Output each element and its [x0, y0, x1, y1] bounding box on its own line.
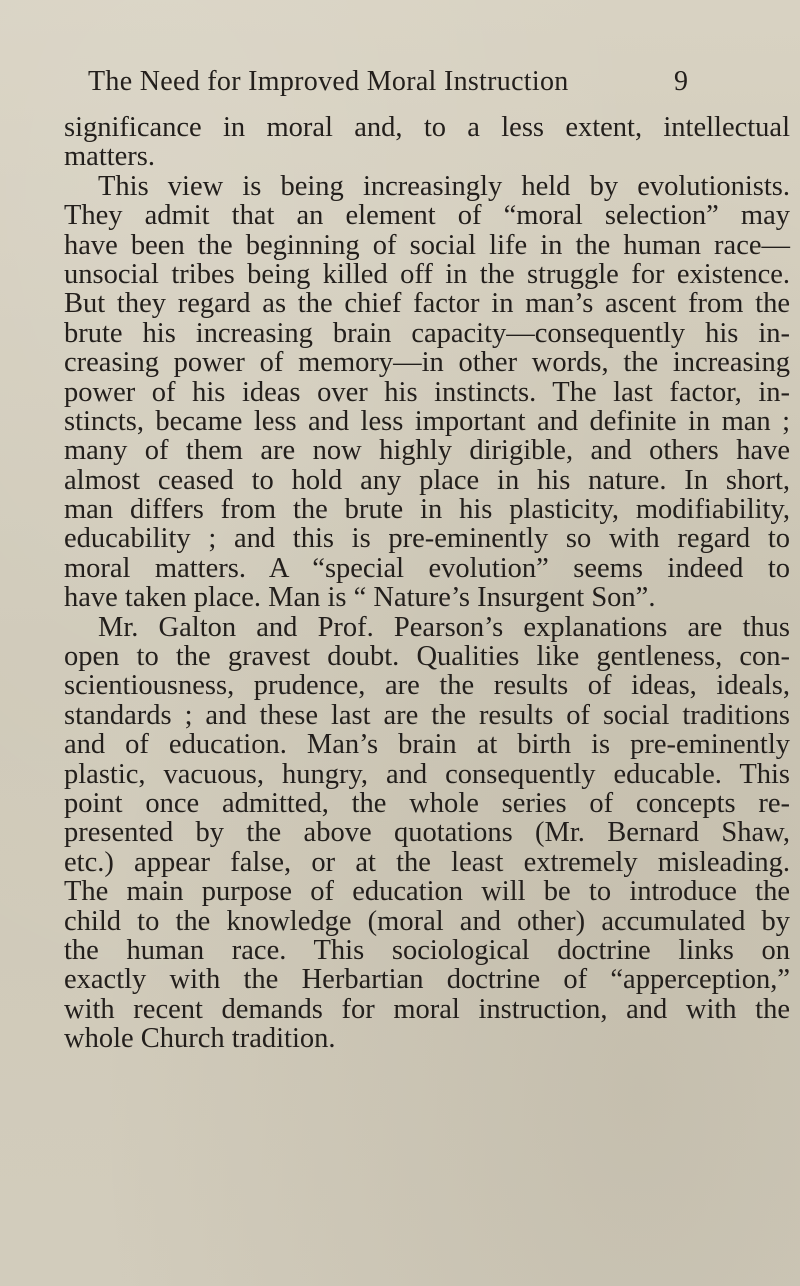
text-line: have been the beginning of social life in the human race—: [64, 229, 790, 261]
body-text: [64, 113, 790, 1054]
text-line: the human race. This sociological doctrine links on: [64, 934, 790, 966]
text-line: open to the gravest doubt. Qualities like gentleness, con-: [64, 641, 790, 673]
text-line: They admit that an element of “moral selection” may: [64, 200, 790, 232]
text-line: with recent demands for moral instruction, and with the: [64, 993, 790, 1025]
text-line: brute his increasing brain capacity—consequently his in-: [64, 317, 790, 349]
running-head: [88, 66, 688, 106]
text-line: creasing power of memory—in other words, the increasing: [64, 347, 790, 379]
text-line: moral matters. A “special evolution” seems indeed to: [64, 552, 790, 584]
text-line: point once admitted, the whole series of concepts re-: [64, 787, 790, 819]
text-line: whole Church tradition.: [64, 1023, 336, 1055]
text-line: stincts, became less and less important and definite in man ;: [64, 405, 790, 437]
text-line: child to the knowledge (moral and other) accumulated by: [64, 905, 790, 937]
text-line: etc.) appear false, or at the least extremely misleading.: [64, 846, 790, 878]
text-line: But they regard as the chief factor in man’s ascent from the: [64, 288, 790, 320]
text-line: plastic, vacuous, hungry, and consequently educable. This: [64, 758, 790, 790]
text-line: man differs from the brute in his plasticity, modifiability,: [64, 494, 790, 526]
text-line: Mr. Galton and Prof. Pearson’s explanations are thus: [98, 611, 790, 643]
text-line: and of education. Man’s brain at birth is pre-eminently: [64, 729, 790, 761]
text-line: matters.: [64, 141, 156, 173]
text-line: scientiousness, prudence, are the results of ideas, ideals,: [64, 670, 790, 702]
running-title: The Need for Improved Moral Instruction: [88, 66, 569, 97]
text-line: unsocial tribes being killed off in the struggle for existence.: [64, 258, 790, 290]
text-line: significance in moral and, to a less extent, intellectual: [64, 112, 790, 143]
page-number: 9: [674, 66, 688, 97]
text-line: The main purpose of education will be to introduce the: [64, 876, 790, 908]
text-line: many of them are now highly dirigible, and others have: [64, 435, 790, 467]
text-line: educability ; and this is pre-eminently so with regard to: [64, 523, 790, 555]
text-line: almost ceased to hold any place in his nature. In short,: [64, 464, 790, 496]
text-line: have taken place. Man is “ Nature’s Insurgent Son”.: [64, 582, 656, 614]
text-line: standards ; and these last are the results of social traditions: [64, 699, 790, 731]
text-line: exactly with the Herbartian doctrine of “apperception,”: [64, 964, 790, 996]
text-line: presented by the above quotations (Mr. Bernard Shaw,: [64, 817, 790, 849]
text-line: This view is being increasingly held by evolutionists.: [98, 170, 790, 202]
text-line: power of his ideas over his instincts. The last factor, in-: [64, 376, 790, 408]
